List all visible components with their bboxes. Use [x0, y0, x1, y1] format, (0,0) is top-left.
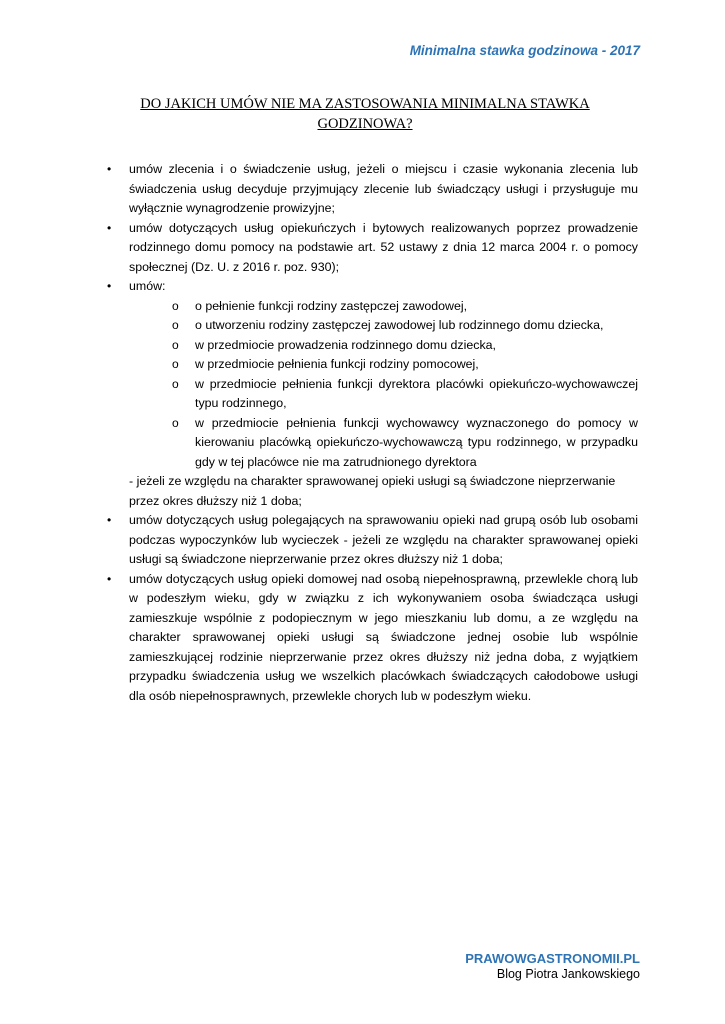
footer-blog-name: Blog Piotra Jankowskiego: [496, 967, 640, 981]
sub-list: [129, 297, 638, 473]
circle-bullet-icon: o: [172, 376, 179, 391]
circle-bullet-icon: o: [172, 357, 179, 371]
circle-bullet-icon: o: [172, 337, 179, 352]
sub-list-item-text: w przedmiocie pełnienia funkcji rodziny pomocowej,: [195, 357, 479, 371]
sub-list-item: [172, 297, 638, 317]
exclusions-list: [107, 160, 638, 472]
bullet-icon: •: [107, 162, 112, 176]
document-body: [107, 160, 638, 706]
list-item: [107, 219, 638, 278]
exclusions-list-continued: [107, 511, 638, 706]
circle-bullet-icon: o: [172, 318, 179, 332]
bullet-icon: •: [107, 279, 112, 293]
bullet-icon: •: [107, 513, 112, 527]
list-item-text: umów dotyczących usług opiekuńczych i bytowych realizowanych poprzez prowadzenie rodzinnego domu pomocy na podstawie art. 52 ustawy z dnia 12 marca 2004 r. o pomocy społecznej (Dz. U. z 2016 r. poz. 930);: [129, 220, 638, 274]
sub-list-item: [172, 375, 638, 414]
header-note: Minimalna stawka godzinowa - 2017: [409, 43, 640, 58]
list-item: [107, 511, 638, 570]
sub-list-item-text: o pełnienie funkcji rodziny zastępczej zawodowej,: [195, 298, 468, 313]
list-item-text: umów dotyczących usług opieki domowej nad osobą niepełnosprawną, przewlekle chorą lub w podeszłym wieku, gdy w związku z ich wykonywaniem osoba świadcząca usługi zamieszkuje wspólnie z podopiecznym w jego mieszkaniu lub domu, a ze względu na charakter sprawowanej opieki usługi są świadczone jednej osobie lub wspólnie zamieszkującej rodzinie nieprzerwanie przez okres dłuższy niż jedna doba, z wyjątkiem przypadku świadczenia usług we wszelkich placówkach świadczących całodobowe usługi dla osób niepełnosprawnych, przewlekle chorych lub w podeszłym wieku.: [129, 571, 638, 703]
list-item: [107, 277, 638, 472]
list-item-text: umów zlecenia i o świadczenie usług, jeżeli o miejscu i czasie wykonania zlecenia lub świadczenia usług decyduje przyjmujący zlecenie lub świadczący usługi i przysługuje mu wyłącznie wynagrodzenie prowizyjne;: [129, 162, 638, 215]
sub-list-item-text: w przedmiocie pełnienia funkcji dyrektora placówki opiekuńczo-wychowawczej typu rodzinnego,: [195, 376, 638, 410]
bullet-icon: •: [107, 571, 112, 586]
sub-list-item: [172, 336, 638, 356]
footer-brand-link[interactable]: PRAWOWGASTRONOMII.PL: [465, 951, 640, 966]
sub-list-note: - jeżeli ze względu na charakter sprawowanej opieki usługi są świadczone nieprzerwanie przez okres dłuższy niż 1 doba;: [129, 474, 616, 508]
sub-list-item: [172, 355, 638, 375]
circle-bullet-icon: o: [172, 415, 179, 430]
list-item-text: umów dotyczących usług polegających na sprawowaniu opieki nad grupą osób lub osobami podczas wypoczynków lub wycieczek - jeżeli ze względu na charakter sprawowanej opieki usługi są świadczone nieprzerwanie przez okres dłuższy niż 1 doba;: [129, 513, 638, 566]
list-item-text: umów:: [129, 279, 166, 293]
sub-list-item: [172, 316, 638, 336]
circle-bullet-icon: o: [172, 298, 179, 313]
sub-list-item: [172, 414, 638, 473]
list-item: [107, 570, 638, 707]
sub-list-item-text: w przedmiocie prowadzenia rodzinnego domu dziecka,: [195, 337, 496, 352]
document-title: DO JAKICH UMÓW NIE MA ZASTOSOWANIA MINIMALNA STAWKA GODZINOWA?: [140, 96, 590, 132]
list-item: [107, 160, 638, 219]
sub-list-item-text: o utworzeniu rodziny zastępczej zawodowej lub rodzinnego domu dziecka,: [195, 318, 604, 332]
bullet-icon: •: [107, 220, 112, 235]
sub-list-item-text: w przedmiocie pełnienia funkcji wychowawcy wyznaczonego do pomocy w kierowaniu placówką opiekuńczo-wychowawczą typu rodzinnego, w przypadku gdy w tej placówce nie ma zatrudnionego dyrektora: [195, 415, 638, 469]
